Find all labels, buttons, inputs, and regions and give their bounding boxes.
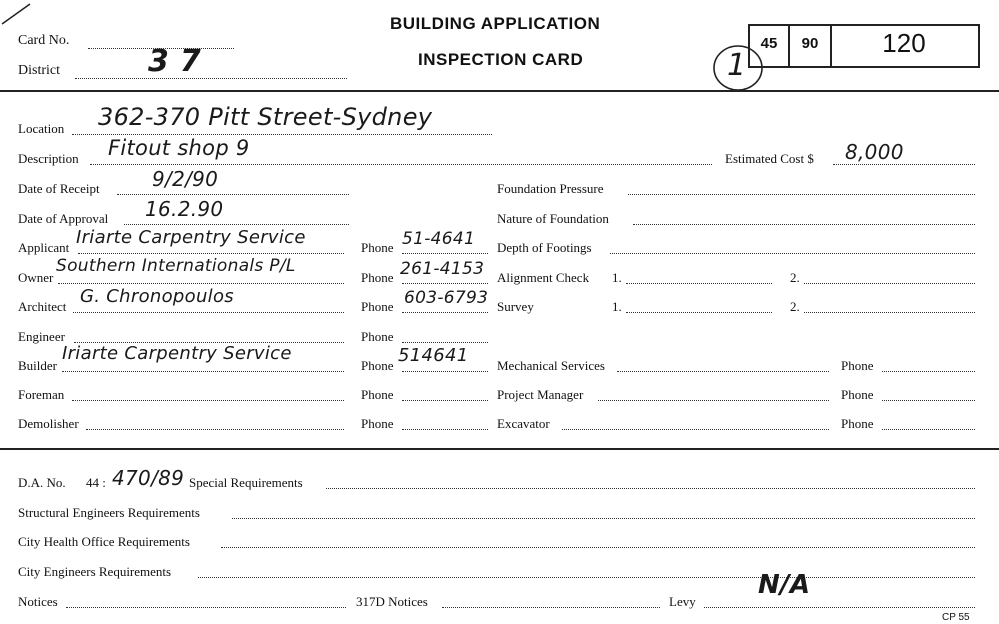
estimated-cost-label: Estimated Cost $ xyxy=(725,151,814,166)
survey-1-field[interactable] xyxy=(626,312,772,313)
city-health-field[interactable] xyxy=(221,547,975,548)
applicant-value: Iriarte Carpentry Service xyxy=(76,227,306,248)
estimated-cost-field[interactable] xyxy=(833,164,975,165)
mechanical-phone-field[interactable] xyxy=(882,371,975,372)
builder-phone-label: Phone xyxy=(361,358,394,373)
applicant-phone-field[interactable] xyxy=(402,253,488,254)
corner-stroke-mark xyxy=(0,0,40,30)
estimated-cost-value: 8,000 xyxy=(845,140,904,164)
alignment-check-2-field[interactable] xyxy=(804,283,975,284)
form-code: CP 55 xyxy=(942,612,970,623)
project-manager-phone-field[interactable] xyxy=(882,400,975,401)
architect-field[interactable] xyxy=(73,312,344,313)
foundation-pressure-field[interactable] xyxy=(628,194,975,195)
number-box-3: 120 xyxy=(882,28,926,58)
owner-field[interactable] xyxy=(58,283,344,284)
owner-value: Southern Internationals P/L xyxy=(56,256,296,276)
builder-label: Builder xyxy=(18,358,57,373)
applicant-phone-value: 51-4641 xyxy=(402,229,476,249)
city-health-label: City Health Office Requirements xyxy=(18,534,190,549)
engineer-phone-label: Phone xyxy=(361,329,394,344)
project-manager-field[interactable] xyxy=(598,400,829,401)
survey-2-label: 2. xyxy=(790,299,800,314)
alignment-check-1-field[interactable] xyxy=(626,283,772,284)
excavator-label: Excavator xyxy=(497,416,550,431)
city-engineers-field[interactable] xyxy=(198,577,975,578)
survey-2-field[interactable] xyxy=(804,312,975,313)
city-engineers-label: City Engineers Requirements xyxy=(18,564,172,579)
title-line-2: INSPECTION CARD xyxy=(418,50,584,69)
date-approval-value: 16.2.90 xyxy=(145,197,224,221)
number-box-divider-1 xyxy=(788,24,790,66)
foreman-field[interactable] xyxy=(72,400,344,401)
demolisher-label: Demolisher xyxy=(18,416,79,431)
number-box-1: 45 xyxy=(760,35,778,52)
builder-phone-value: 514641 xyxy=(398,345,469,366)
alignment-check-1-label: 1. xyxy=(612,270,622,285)
applicant-phone-label: Phone xyxy=(361,240,394,255)
nature-foundation-label: Nature of Foundation xyxy=(497,211,609,226)
alignment-check-label: Alignment Check xyxy=(497,270,590,285)
owner-phone-field[interactable] xyxy=(402,283,488,284)
title-line-1: BUILDING APPLICATION xyxy=(390,14,601,33)
location-value: 362-370 Pitt Street-Sydney xyxy=(98,103,433,131)
district-label: District xyxy=(18,63,60,78)
location-field[interactable] xyxy=(72,134,492,135)
da-no-label: D.A. No. xyxy=(18,475,66,490)
architect-phone-value: 603-6793 xyxy=(404,288,489,308)
excavator-phone-label: Phone xyxy=(841,416,874,431)
description-label: Description xyxy=(18,151,79,166)
excavator-field[interactable] xyxy=(562,429,829,430)
foreman-phone-label: Phone xyxy=(361,387,394,402)
owner-label: Owner xyxy=(18,270,54,285)
number-box-divider-2 xyxy=(830,24,832,66)
district-field[interactable] xyxy=(75,78,347,79)
special-requirements-label: Special Requirements xyxy=(189,475,303,490)
date-receipt-value: 9/2/90 xyxy=(152,167,219,191)
foundation-pressure-label: Foundation Pressure xyxy=(497,181,604,196)
project-manager-phone-label: Phone xyxy=(841,387,874,402)
engineer-label: Engineer xyxy=(18,329,65,344)
architect-phone-field[interactable] xyxy=(402,312,488,313)
depth-footings-label: Depth of Footings xyxy=(497,240,592,255)
date-approval-label: Date of Approval xyxy=(18,211,109,226)
date-approval-field[interactable] xyxy=(124,224,349,225)
circled-mark-number: 1 xyxy=(727,48,747,83)
builder-phone-field[interactable] xyxy=(402,371,488,372)
card-no-label: Card No. xyxy=(18,33,70,48)
project-manager-label: Project Manager xyxy=(497,387,584,402)
date-receipt-label: Date of Receipt xyxy=(18,181,100,196)
number-box-2: 90 xyxy=(801,35,819,52)
survey-label: Survey xyxy=(497,299,534,314)
notices-317d-field[interactable] xyxy=(442,607,660,608)
description-value: Fitout shop 9 xyxy=(108,136,250,160)
location-label: Location xyxy=(18,121,65,136)
district-value: 3 7 xyxy=(148,44,202,79)
middle-divider xyxy=(0,448,999,450)
demolisher-phone-label: Phone xyxy=(361,416,394,431)
special-requirements-field[interactable] xyxy=(326,488,975,489)
foreman-label: Foreman xyxy=(18,387,65,402)
demolisher-phone-field[interactable] xyxy=(402,429,488,430)
engineer-phone-field[interactable] xyxy=(402,342,488,343)
demolisher-field[interactable] xyxy=(86,429,344,430)
survey-1-label: 1. xyxy=(612,299,622,314)
description-field[interactable] xyxy=(90,164,712,165)
da-prefix: 44 : xyxy=(86,475,106,490)
notices-317d-label: 317D Notices xyxy=(356,594,428,609)
mechanical-label: Mechanical Services xyxy=(497,358,605,373)
date-receipt-field[interactable] xyxy=(117,194,349,195)
notices-label: Notices xyxy=(18,594,58,609)
da-no-value: 470/89 xyxy=(112,466,185,490)
architect-label: Architect xyxy=(18,299,67,314)
levy-label: Levy xyxy=(669,594,696,609)
excavator-phone-field[interactable] xyxy=(882,429,975,430)
header-divider xyxy=(0,90,999,92)
architect-phone-label: Phone xyxy=(361,299,394,314)
applicant-field[interactable] xyxy=(78,253,344,254)
depth-footings-field[interactable] xyxy=(610,253,975,254)
builder-field[interactable] xyxy=(62,371,344,372)
structural-label: Structural Engineers Requirements xyxy=(18,505,200,520)
owner-phone-label: Phone xyxy=(361,270,394,285)
nature-foundation-field[interactable] xyxy=(633,224,975,225)
foreman-phone-field[interactable] xyxy=(402,400,488,401)
mechanical-field[interactable] xyxy=(617,371,829,372)
mechanical-phone-label: Phone xyxy=(841,358,874,373)
applicant-label: Applicant xyxy=(18,240,70,255)
alignment-check-2-label: 2. xyxy=(790,270,800,285)
architect-value: G. Chronopoulos xyxy=(80,286,234,307)
owner-phone-value: 261-4153 xyxy=(400,259,485,279)
structural-field[interactable] xyxy=(232,518,975,519)
levy-field[interactable] xyxy=(704,607,975,608)
notices-field[interactable] xyxy=(66,607,346,608)
builder-value: Iriarte Carpentry Service xyxy=(62,343,292,364)
levy-value: N/A xyxy=(758,570,811,600)
